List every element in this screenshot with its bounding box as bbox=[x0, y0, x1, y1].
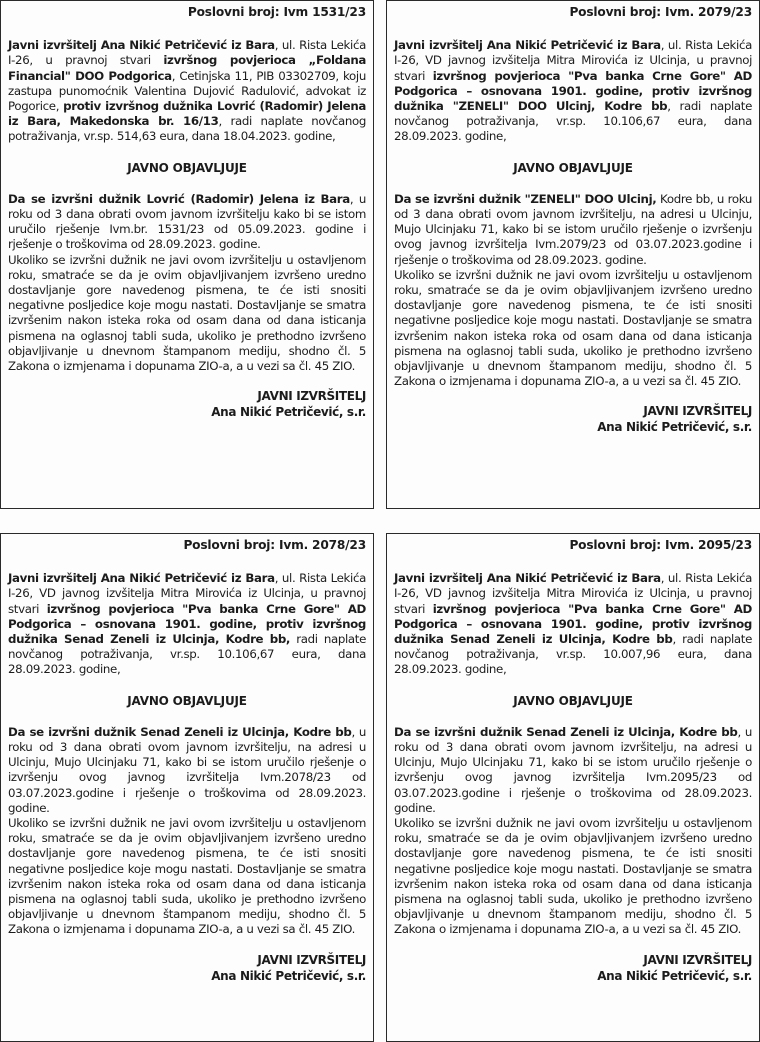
notice-body: Ukoliko se izvršni dužnik ne javi ovom izvršitelju u ostavljenom roku, smatraće se da je ovim objavljivanjem izvršeno uredno dostavljanje gore navedenog pismena, te će isti snositi negativne posljedice koje mogu nastati. Dostavljanje se smatra izvršenim nakon isteka roka od osam dana od dana isticanja pismena na oglasnoj tabli suda, ukoliko je prethodno izvršeno objavljivanje u dnevnom štampanom mediju, shodno čl. 5 Zakona o izmjenama i dopunama ZIO-a, a u vezi sa čl. 45 ZIO. bbox=[8, 816, 366, 937]
intro-segment: izvršnog povjerioca "Pva banka Crne Gore" AD Podgorica – osnovana 1901. godine, protiv izvršnog dužnika Senad Zeneli iz Ulcinja, Kodre bb, bbox=[8, 601, 366, 647]
signature-name: Ana Nikić Petričević, s.r. bbox=[597, 968, 752, 983]
notice-intro bbox=[394, 38, 752, 144]
intro-segment: Javni izvršitelj Ana Nikić Petričević iz Bara bbox=[8, 571, 275, 586]
intro-segment: , ul. Rista Lekića I-26, VD javnog izvšitelja Mitra Mirovića iz Ulcinja, u pravnoj stvari bbox=[8, 571, 366, 616]
decision-segment: , u roku od 3 dana obrati ovom javnom izvršitelju kako bi se istom uručilo rješenje Ivm.br. 1531/23 od 05.09.2023. godine i rješenje o troškovima od 28.09.2023. godine. bbox=[8, 191, 366, 252]
notice-heading: JAVNO OBJAVLJUJE bbox=[513, 693, 633, 708]
notice-heading: JAVNO OBJAVLJUJE bbox=[127, 160, 247, 175]
decision-segment: , u roku od 3 dana obrati ovom javnom izvršitelju, na adresi u Ulcinju, Mujo Ulcinjaku 71, kako bi se istom uručilo rješenje o izvršenju ovog javnog izvršitelja Ivm.2078/23 od 03.07.2023.godine i rješenje o troškovima od 28.09.2023. godine. bbox=[8, 724, 367, 815]
intro-segment: , ul. Rista Lekića I-26, VD javnog izvšitelja Mitra Mirovića iz Ulcinja, u pravnoj stvari bbox=[394, 571, 752, 616]
decision-segment: Da se izvršni dužnik Senad Zeneli iz Ulcinja, Kodre bb bbox=[8, 724, 352, 739]
notice-body: Ukoliko se izvršni dužnik ne javi ovom izvršitelju u ostavljenom roku, smatraće se da je ovim objavljivanjem izvršeno uredno dostavljanje gore navedenog pismena, te će isti snositi negativne posljedice koje mogu nastati. Dostavljanje se smatra izvršenim nakon isteka roka od osam dana od dana isticanja pismena na oglasnoj tabli suda, ukoliko je prethodno izvršeno objavljivanje u dnevnom štampanom mediju, shodno čl. 5 Zakona o izmjenama i dopunama ZIO-a, a u vezi sa čl. 45 ZIO. bbox=[394, 267, 752, 389]
notice-heading: JAVNO OBJAVLJUJE bbox=[127, 693, 247, 708]
signature-title: JAVNI IZVRŠITELJ bbox=[257, 952, 366, 967]
intro-segment: izvršnog povjerioca „Foldana Financial" DOO Podgorica bbox=[8, 53, 367, 83]
signature-name: Ana Nikić Petričević, s.r. bbox=[211, 968, 366, 983]
notice-ivm-1531 bbox=[0, 0, 374, 509]
notice-decision bbox=[8, 725, 366, 816]
notice-decision bbox=[8, 192, 366, 253]
signature bbox=[8, 388, 366, 420]
notice-heading: JAVNO OBJAVLJUJE bbox=[513, 160, 633, 175]
intro-segment: Javni izvršitelj Ana Nikić Petričević iz Bara bbox=[8, 38, 275, 53]
intro-segment: Javni izvršitelj Ana Nikić Petričević iz Bara bbox=[394, 571, 661, 586]
intro-segment: izvršnog povjerioca "Pva banka Crne Gore" AD Podgorica – osnovana 1901. godine, protiv izvršnog dužnika "ZENELI" DOO Ulcinj, Kodre bb bbox=[394, 68, 752, 114]
case-number: Poslovni broj: Ivm 1531/23 bbox=[187, 5, 366, 19]
intro-segment: , ul. Rista Lekića I-26, VD javnog izvšitelja Mitra Mirovića iz Ulcinja, u pravnoj stvari bbox=[394, 38, 752, 83]
signature bbox=[394, 952, 752, 984]
intro-segment: , radi naplate novčanog potraživanja, vr.sp. 10.106,67 eura, dana 28.09.2023. godine, bbox=[394, 99, 752, 144]
notice-decision bbox=[394, 192, 752, 268]
notice-body: Ukoliko se izvršni dužnik ne javi ovom izvršitelju u ostavljenom roku, smatraće se da je ovim objavljivanjem izvršeno uredno dostavljanje gore navedenog pismena, te će isti snositi negativne posljedice koje mogu nastati. Dostavljanje se smatra izvršenim nakon isteka roka od osam dana od dana isticanja pismena na oglasnoj tabli suda, ukoliko je prethodno izvršeno objavljivanje u dnevnom štampanom mediju, shodno čl. 5 Zakona o izmjenama i dopunama ZIO-a, a u vezi sa čl. 45 ZIO. bbox=[394, 816, 752, 937]
intro-segment: izvršnog povjerioca "Pva banka Crne Gore" AD Podgorica – osnovana 1901. godine, protiv izvršnog dužnika Senad Zeneli iz Ulcinja, Kodre bb bbox=[394, 601, 752, 647]
decision-segment: Da se izvršni dužnik Lovrić (Radomir) Jelena iz Bara bbox=[8, 191, 350, 206]
signature-title: JAVNI IZVRŠITELJ bbox=[643, 404, 752, 419]
case-number: Poslovni broj: Ivm. 2079/23 bbox=[569, 5, 752, 19]
intro-segment: protiv izvršnog dužnika Lovrić (Radomir) Jelena iz Bara, Makedonska br. 16/13 bbox=[8, 99, 366, 129]
signature-name: Ana Nikić Petričević, s.r. bbox=[211, 405, 366, 420]
decision-segment: Kodre bb, u roku od 3 dana obrati ovom javnom izvršitelju, na adresi u Ulcinju, Mujo Ulcinjaku 71, kako bi se istom uručilo rješenje o izvršenju ovog javnog izvršitelja Ivm.2079/23 od 03.07.2023.godine i rješenje o troškovima od 28.09.2023. godine. bbox=[394, 191, 752, 267]
intro-segment: , radi naplate novčanog potraživanja, vr.sp. 10.007,96 eura, dana 28.09.2023. godine, bbox=[394, 632, 752, 677]
notice-ivm-2078 bbox=[0, 533, 374, 1042]
signature-title: JAVNI IZVRŠITELJ bbox=[257, 389, 366, 404]
case-number: Poslovni broj: Ivm. 2078/23 bbox=[183, 538, 366, 552]
intro-segment: , ul. Rista Lekića I-26, u pravnoj stvari bbox=[8, 38, 366, 68]
intro-segment: , radi naplate novčanog potraživanja, vr.sp. 514,63 eura, dana 18.04.2023. godine, bbox=[8, 114, 367, 144]
decision-segment: Da se izvršni dužnik Senad Zeneli iz Ulcinja, Kodre bb bbox=[394, 724, 738, 739]
signature-title: JAVNI IZVRŠITELJ bbox=[643, 952, 752, 967]
case-number: Poslovni broj: Ivm. 2095/23 bbox=[569, 538, 752, 552]
notice-intro bbox=[8, 571, 366, 677]
notice-ivm-2095 bbox=[386, 533, 760, 1042]
intro-segment: radi naplate novčanog potraživanja, vr.sp. 10.106,67 eura, dana 28.09.2023. godine, bbox=[8, 632, 366, 677]
signature bbox=[394, 403, 752, 435]
decision-segment: , u roku od 3 dana obrati ovom javnom izvršitelju, na adresi u Ulcinju, Mujo Ulcinjaku 71, kako bi se istom uručilo rješenje o izvršenju ovog javnog izvršitelja Ivm.2095/23 od 03.07.2023.godine i rješenje o troškovima od 28.09.2023. godine. bbox=[394, 724, 753, 815]
intro-segment: , Cetinjska 11, PIB 03302709, koju zastupa punomoćnik Valentina Dujović Radulović, advokat iz Pogorice, bbox=[8, 68, 366, 114]
notice-intro bbox=[394, 571, 752, 677]
notice-body: Ukoliko se izvršni dužnik ne javi ovom izvršitelju u ostavljenom roku, smatraće se da je ovim objavljivanjem izvršeno uredno dostavljanje gore navedenog pismena, te će isti snositi negativne posljedice koje mogu nastati. Dostavljanje se smatra izvršenim nakon isteka roka od osam dana od dana isticanja pismena na oglasnoj tabli suda, ukoliko je prethodno izvršeno objavljivanje u dnevnom štampanom mediju, shodno čl. 5 Zakona o izmjenama i dopunama ZIO-a, a u vezi sa čl. 45 ZIO. bbox=[8, 252, 366, 374]
signature-name: Ana Nikić Petričević, s.r. bbox=[597, 420, 752, 435]
notice-ivm-2079 bbox=[386, 0, 760, 509]
notice-decision bbox=[394, 725, 752, 816]
intro-segment: Javni izvršitelj Ana Nikić Petričević iz Bara bbox=[394, 38, 661, 53]
signature bbox=[8, 952, 366, 984]
decision-segment: Da se izvršni dužnik "ZENELI" DOO Ulcinj, bbox=[394, 191, 657, 206]
notice-intro bbox=[8, 38, 366, 144]
